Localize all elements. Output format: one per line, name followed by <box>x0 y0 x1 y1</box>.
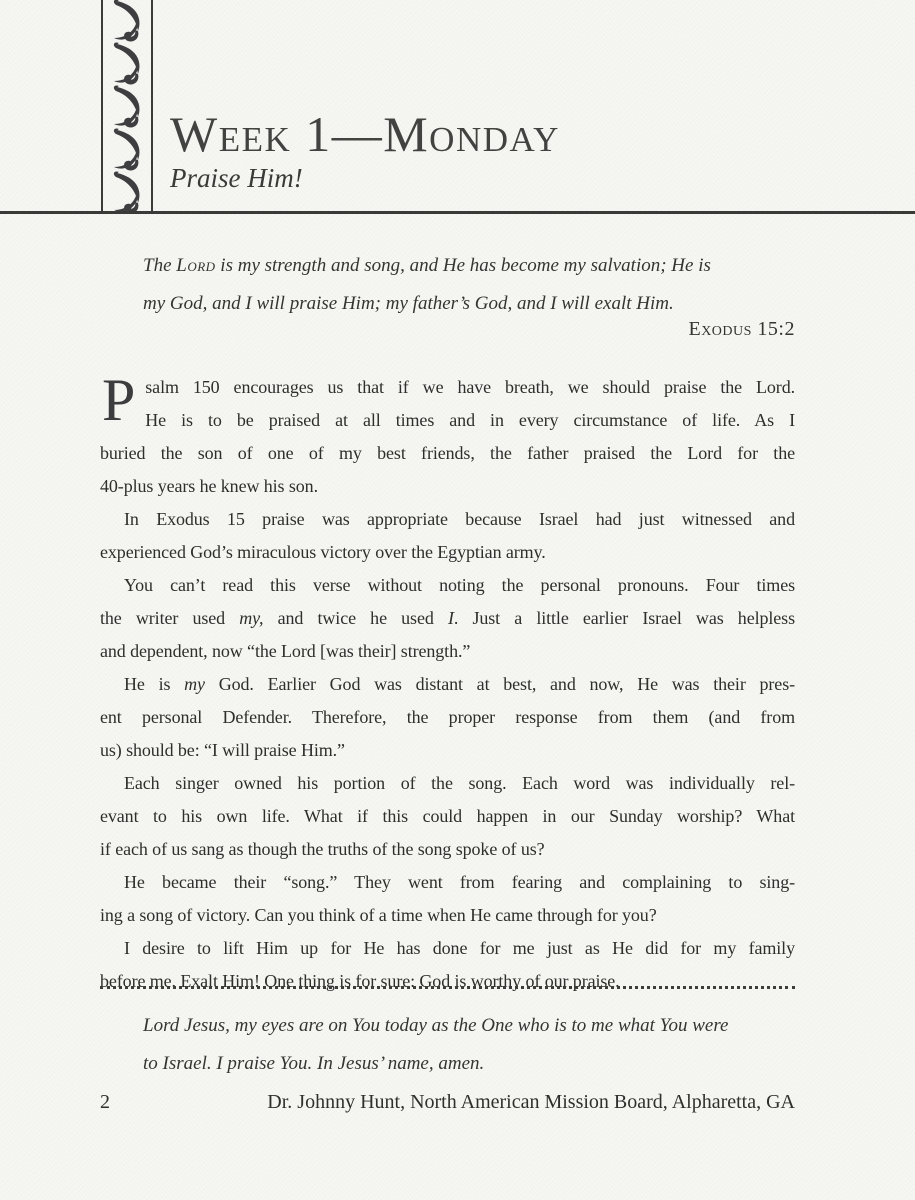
text-run: experienced God’s miraculous victory over the Egyptian army. <box>100 542 546 562</box>
text-run: and dependent, now “the Lord [was their] strength.” <box>100 641 471 661</box>
paragraph <box>100 569 795 668</box>
body-line <box>100 734 795 767</box>
body-line <box>100 569 795 602</box>
page-footer <box>100 1091 795 1114</box>
ornament-border <box>101 0 153 211</box>
fleuron-scroll-icon <box>103 0 151 211</box>
text-run: if each of us sang as though the truths of the song spoke of us? <box>100 839 545 859</box>
text-run: ent personal Defender. Therefore, the proper response from them (and from <box>100 707 795 727</box>
body-line <box>100 833 795 866</box>
prayer-line <box>143 1045 795 1083</box>
footer-credit: Dr. Johnny Hunt, North American Mission Board, Alpharetta, GA <box>267 1091 795 1113</box>
text-run: my God, and I will praise Him; my father’s God, and I will exalt Him. <box>143 293 674 314</box>
body-line <box>100 602 795 635</box>
page-subtitle: Praise Him! <box>170 163 303 193</box>
text-run: to Israel. I praise You. In Jesus’ name, amen. <box>143 1053 485 1074</box>
paragraph <box>100 866 795 932</box>
italic-text: my <box>184 674 205 694</box>
text-run: us) should be: “I will praise Him.” <box>100 740 345 760</box>
text-run: You can’t read this verse without noting the personal pronouns. Four times <box>124 575 795 595</box>
italic-text: my, <box>239 608 264 628</box>
body-line <box>100 503 795 536</box>
body-line <box>100 371 795 404</box>
text-run: I desire to lift Him up for He has done for me just as He did for my family <box>124 938 795 958</box>
header-divider <box>0 211 915 214</box>
text-run: evant to his own life. What if this could happen in our Sunday worship? What <box>100 806 795 826</box>
text-run: the writer used <box>100 608 240 628</box>
body-line <box>100 470 795 503</box>
text-run: He is to be praised at all times and in every circumstance of life. As I <box>145 410 795 430</box>
body-line <box>100 767 795 800</box>
epigraph <box>143 247 795 323</box>
text-run: 40-plus years he knew his son. <box>100 476 318 496</box>
text-run: ing a song of victory. Can you think of a time when He came through for you? <box>100 905 657 925</box>
text-run: Lord Jesus, my eyes are on You today as the One who is to me what You were <box>143 1015 729 1036</box>
paragraph <box>100 668 795 767</box>
small-caps-text: Lord <box>176 255 216 276</box>
text-run: salm 150 encourages us that if we have breath, we should praise the Lord. <box>145 377 795 397</box>
text-run: God. Earlier God was distant at best, and now, He was their pres- <box>204 674 795 694</box>
text-run: Each singer owned his portion of the song. Each word was individually rel- <box>124 773 795 793</box>
text-run: He is <box>124 674 185 694</box>
text-run: is my strength and song, and He has become my salvation; He is <box>215 255 711 276</box>
paragraph <box>100 367 795 503</box>
text-run: before me. Exalt Him! One thing is for sure: God is worthy of our praise. <box>100 971 620 991</box>
text-run: and twice he used <box>263 608 448 628</box>
body-line <box>100 932 795 965</box>
body-line <box>100 437 795 470</box>
text-run: In Exodus 15 praise was appropriate because Israel had just witnessed and <box>124 509 795 529</box>
page-number: 2 <box>100 1091 110 1113</box>
body-line <box>100 536 795 569</box>
epigraph-attribution: Exodus 15:2 <box>688 318 795 340</box>
body-line <box>100 668 795 701</box>
drop-cap: P <box>102 367 136 433</box>
text-run: The <box>143 255 177 276</box>
italic-text: I <box>447 608 454 628</box>
text-run: He became their “song.” They went from fearing and complaining to sing- <box>124 872 795 892</box>
text-run: . Just a little earlier Israel was helpless <box>453 608 795 628</box>
body-line <box>100 701 795 734</box>
paragraph <box>100 767 795 866</box>
page-header <box>170 108 560 193</box>
prayer <box>143 1007 795 1083</box>
dotted-divider <box>100 986 795 989</box>
page-title: Week 1—Monday <box>170 106 560 162</box>
paragraph <box>100 503 795 569</box>
body-line <box>100 404 795 437</box>
body-line <box>100 965 795 998</box>
body-line <box>100 866 795 899</box>
body-line <box>100 800 795 833</box>
epigraph-line <box>143 247 795 285</box>
body-line <box>100 635 795 668</box>
body-line <box>100 899 795 932</box>
prayer-line <box>143 1007 795 1045</box>
body-paragraphs <box>100 367 795 998</box>
text-run: buried the son of one of my best friends, the father praised the Lord for the <box>100 443 795 463</box>
